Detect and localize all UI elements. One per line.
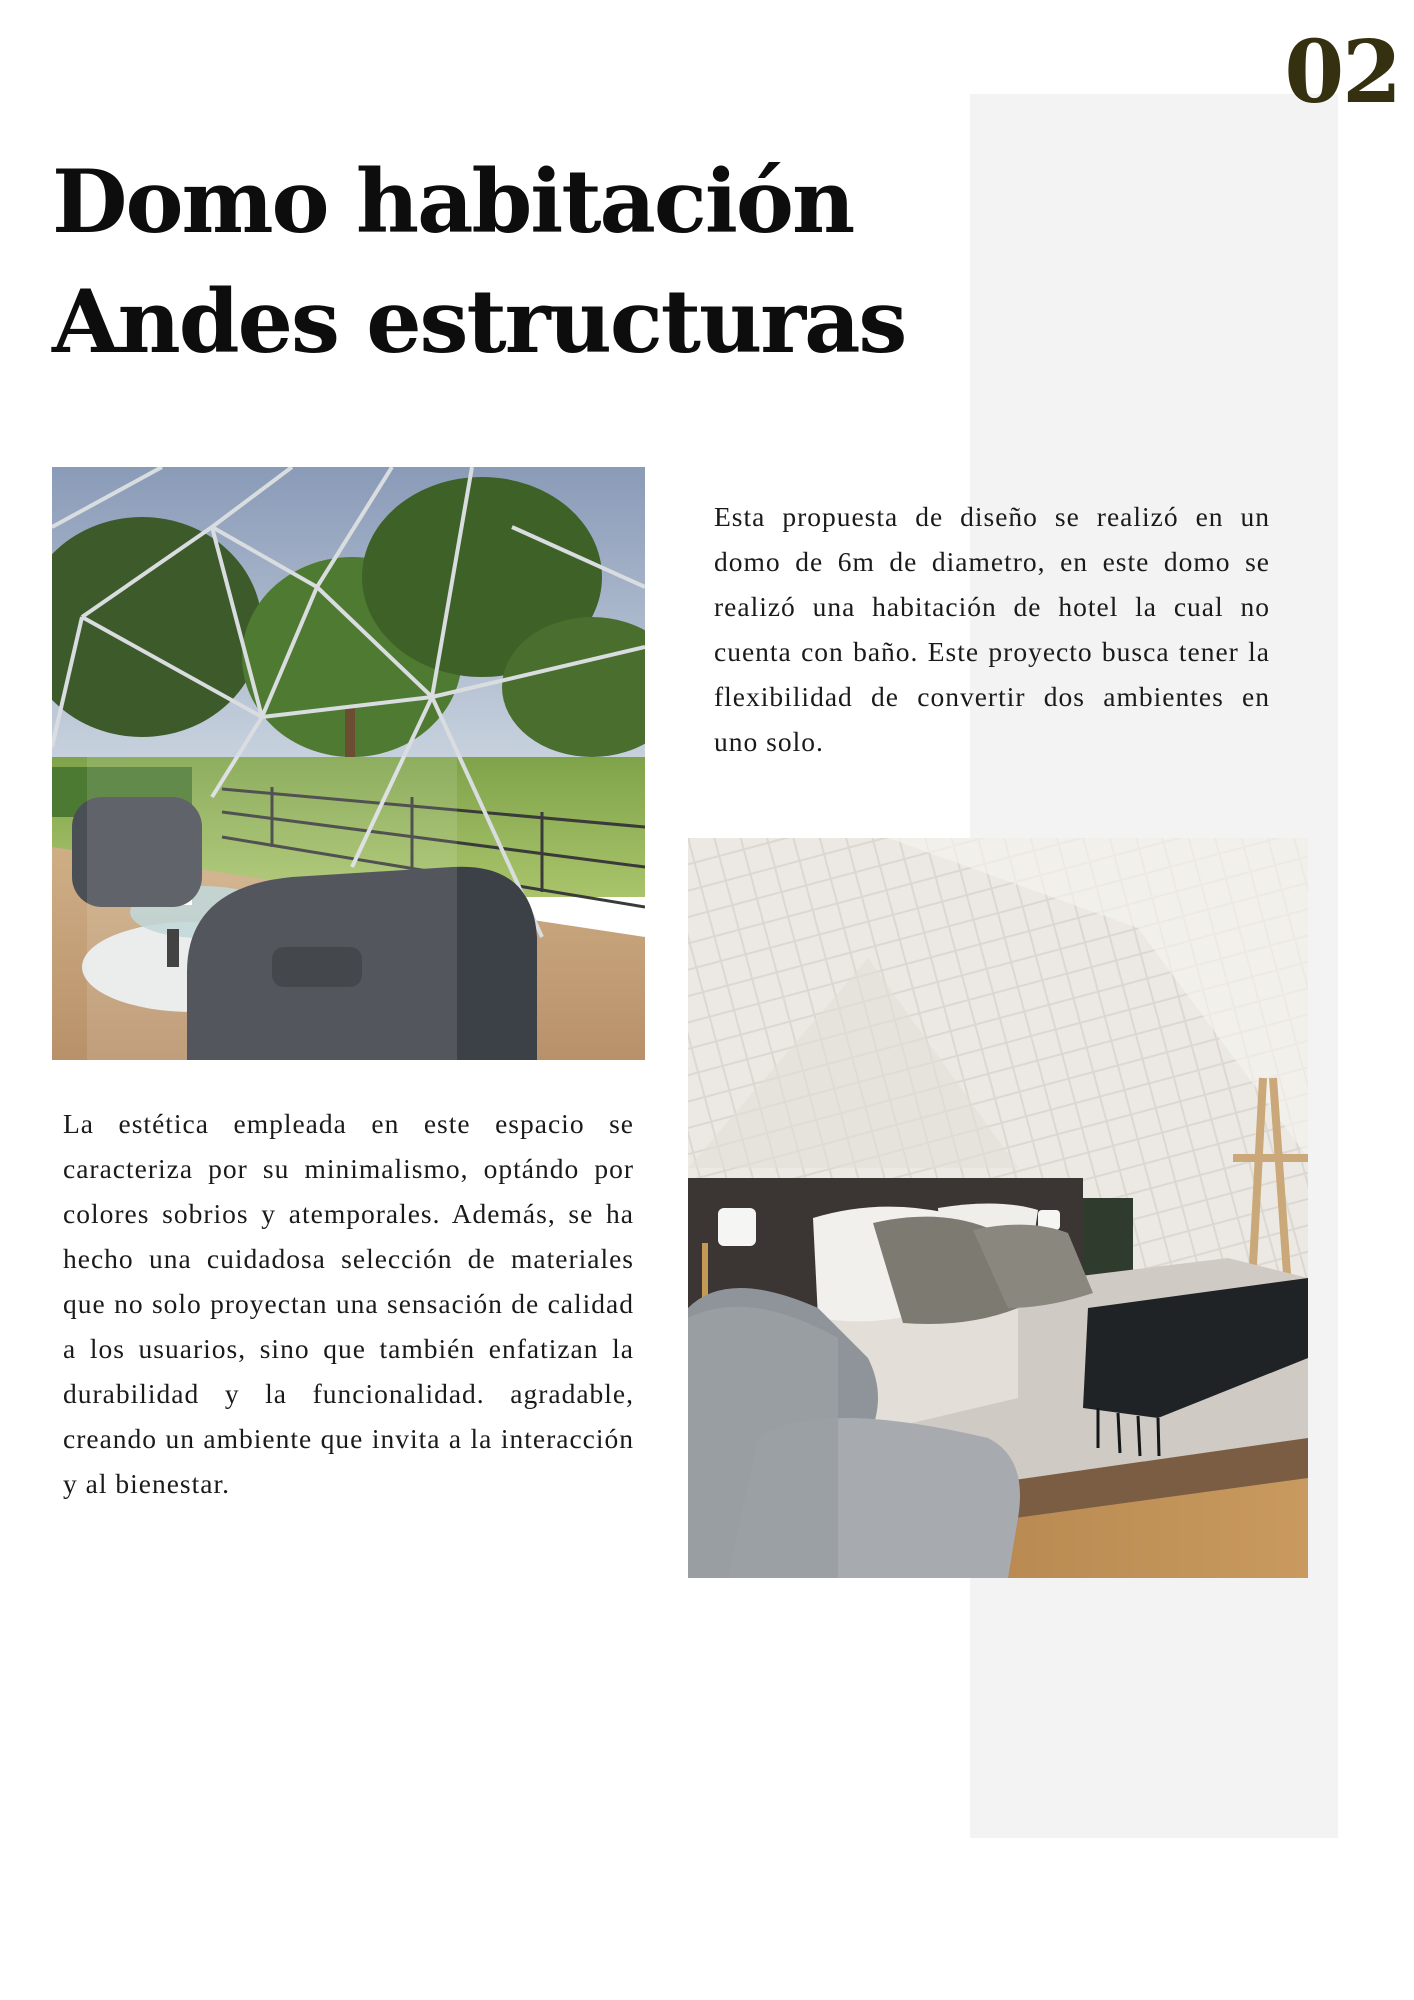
- bedroom-photo: [688, 838, 1308, 1578]
- page-title: [52, 142, 905, 382]
- dome-interior-photo: [52, 467, 645, 1060]
- intro-paragraph: Esta propuesta de diseño se realizó en un domo de 6m de diametro, en este domo se realizó una habitación de hotel la cual no cuenta con baño. Este proyecto busca tener la flexibilidad de convertir dos ambientes en uno solo.: [714, 501, 1270, 757]
- page-title-line-1: Domo habitación: [52, 150, 854, 253]
- page-title-line-2: Andes estructuras: [52, 270, 906, 373]
- page-number: 02: [1284, 22, 1400, 123]
- aesthetics-paragraph: La estética empleada en este espacio se caracteriza por su minimalismo, optándo por colores sobrios y atemporales. Además, se ha hecho una cuidadosa selección de materiales que no solo proyectan una sensación de calidad a los usuarios, sino que también enfatizan la durabilidad y la funcionalidad. agradable, creando un ambiente que invita a la interacción y al bienestar.: [63, 1108, 634, 1499]
